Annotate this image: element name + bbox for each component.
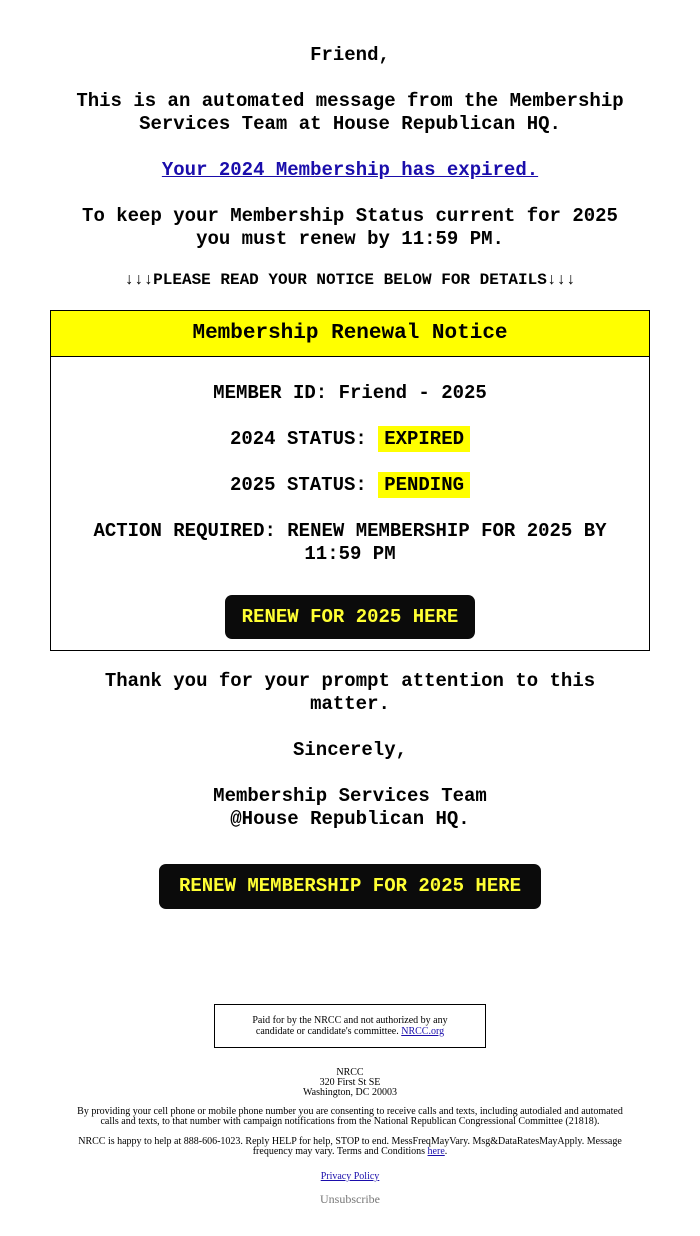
renew-2025-button[interactable]: RENEW FOR 2025 HERE [225, 595, 475, 639]
membership-expired-link[interactable]: Your 2024 Membership has expired. [161, 159, 539, 181]
help-line: NRCC is happy to help at 888-606-1023. Reply HELP for help, STOP to end. MessFreqMayVary. Msg&DataRatesMayApply. Message [78, 1136, 622, 1147]
paid-for-disclaimer [214, 1004, 486, 1048]
help-line-text: frequency may vary. Terms and Conditions [252, 1146, 426, 1157]
thanks-paragraph [0, 670, 700, 716]
status-2025-badge: PENDING [378, 472, 470, 498]
status-2024-badge: EXPIRED [378, 426, 470, 452]
expired-link-row [0, 159, 700, 182]
help-disclaimer [0, 1137, 700, 1157]
unsubscribe-link[interactable]: Unsubscribe [320, 1192, 380, 1206]
period: . [444, 1146, 448, 1157]
signature [0, 785, 700, 831]
sincerely: Sincerely, [292, 739, 408, 761]
status-2025-label: 2025 STATUS: [229, 474, 367, 496]
renew-membership-button[interactable]: RENEW MEMBERSHIP FOR 2025 HERE [159, 864, 541, 909]
action-required [51, 520, 649, 566]
action-required-line: 11:59 PM [304, 543, 396, 565]
thanks-line: Thank you for your prompt attention to this [104, 670, 596, 692]
intro-line: Services Team at House Republican HQ. [139, 113, 561, 135]
org-name: NRCC [336, 1067, 364, 1078]
paid-line-text: candidate or candidate's committee. [255, 1026, 399, 1037]
notice-title: Membership Renewal Notice [51, 311, 649, 357]
renew-deadline-paragraph [0, 205, 700, 251]
renewal-notice-box [50, 310, 650, 651]
intro-paragraph [0, 90, 700, 136]
org-address [0, 1068, 700, 1098]
status-2025-row [51, 474, 649, 497]
action-required-line: ACTION REQUIRED: RENEW MEMBERSHIP FOR 2025 BY [93, 520, 607, 542]
address-line: 320 First St SE [319, 1077, 381, 1088]
signature-line: @House Republican HQ. [230, 808, 470, 830]
status-2024-label: 2024 STATUS: [229, 428, 367, 450]
intro-line: This is an automated message from the Membership [76, 90, 624, 112]
address-line: Washington, DC 20003 [303, 1087, 397, 1098]
help-line-2 [0, 1147, 700, 1157]
greeting: Friend, [310, 44, 390, 66]
signature-line: Membership Services Team [213, 785, 487, 807]
nrcc-link[interactable]: NRCC.org [401, 1026, 445, 1037]
renew-deadline-line: you must renew by 11:59 PM. [196, 228, 504, 250]
status-2024-row [51, 428, 649, 451]
read-notice-banner: ↓↓↓PLEASE READ YOUR NOTICE BELOW FOR DETAILS↓↓↓ [124, 271, 576, 289]
terms-here-link[interactable]: here [427, 1146, 445, 1157]
member-id: MEMBER ID: Friend - 2025 [213, 382, 487, 404]
thanks-line: matter. [310, 693, 390, 715]
renew-deadline-line: To keep your Membership Status current for 2025 [82, 205, 618, 227]
privacy-policy-link[interactable]: Privacy Policy [320, 1171, 380, 1182]
privacy-row [0, 1172, 700, 1182]
consent-disclaimer [0, 1107, 700, 1127]
consent-line: By providing your cell phone or mobile phone number you are consenting to receive calls and texts, including autodialed and automated [77, 1106, 623, 1117]
consent-line: calls and texts, to that number with campaign notifications from the National Republican Congressional Committee (21818). [100, 1116, 600, 1127]
paid-line-2 [215, 1026, 485, 1037]
paid-line: Paid for by the NRCC and not authorized by any [252, 1015, 448, 1026]
